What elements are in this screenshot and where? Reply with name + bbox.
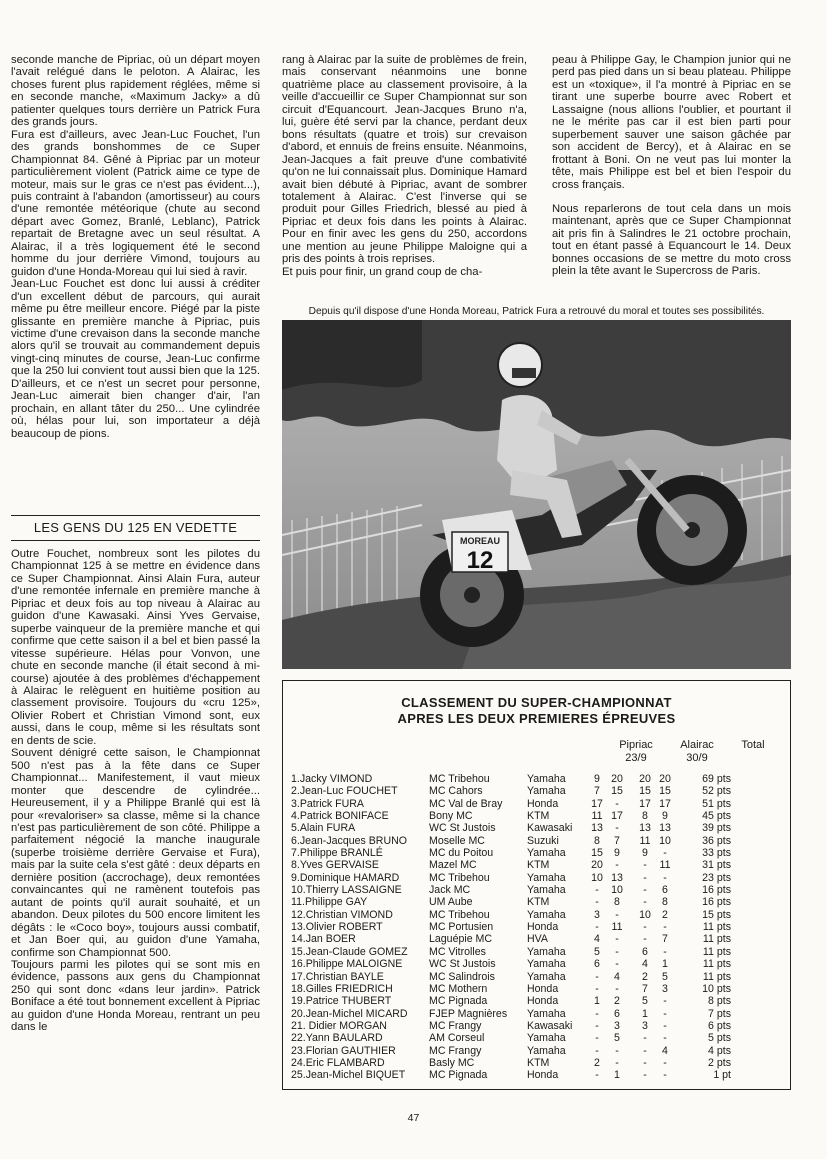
article-column-1-continued: [11, 548, 260, 1034]
motorcycle-brand: HVA: [527, 933, 548, 946]
table-row: [291, 773, 731, 785]
pipriac-race2: 8: [614, 896, 620, 909]
pipriac-race1: 5: [594, 945, 600, 958]
motorcycle-brand: KTM: [527, 810, 550, 823]
total-points: 16 pts: [702, 896, 731, 909]
alairac-race1: -: [643, 1032, 647, 1045]
motorcycle-brand: Honda: [527, 1069, 559, 1082]
motorcycle-brand: Suzuki: [527, 834, 559, 847]
alairac-race1: -: [643, 896, 647, 909]
total-points: 15 pts: [702, 908, 731, 921]
club-name: MC Pignada: [429, 1069, 488, 1082]
spacer: [627, 995, 635, 1007]
club-name: Moselle MC: [429, 834, 485, 847]
alairac-race1: 5: [642, 995, 648, 1008]
club-name: Laguépie MC: [429, 933, 493, 946]
paragraph: Jean-Luc Fouchet est donc lui aussi à créditer d'un excellent début de parcours, qui aurait même pu être meilleur encore. Piégé par la piste glissante en première manche à Pipriac, puis victime d'une crevaison dans la seconde manche alors qu'il se trouvait au commandement depuis vingt-cinq minutes de course, Jean-Luc confirme que la 250 lui convient tout aussi bien que la 125. D'ailleurs, et ce n'est un secret pour personne, Jean-Luc aimerait bien changer d'air, l'an prochain, en allant tâter du 250... Une cylindrée où, hélas pour lui, son importateur a déjà beaucoup de pions.: [11, 278, 260, 440]
motorcycle-brand: Yamaha: [527, 1007, 566, 1020]
alairac-race2: -: [663, 871, 667, 884]
pipriac-race1: 11: [591, 810, 603, 823]
pipriac-race2: 5: [614, 1032, 620, 1045]
pipriac-race1: -: [595, 970, 599, 983]
spacer: [627, 1032, 635, 1044]
rider-name: 24.Eric FLAMBARD: [291, 1056, 385, 1069]
alairac-race1: -: [643, 884, 647, 897]
paragraph: Et puis pour finir, un grand coup de cha-: [282, 265, 483, 278]
club-name: MC Val de Bray: [429, 797, 503, 810]
rider-name: 16.Philippe MALOIGNE: [291, 958, 403, 971]
club-name: MC Salindrois: [429, 970, 495, 983]
total-points: 11 pts: [702, 970, 731, 983]
pipriac-race2: -: [615, 1044, 619, 1057]
alairac-race1: 15: [639, 785, 651, 798]
pipriac-race2: 17: [611, 810, 623, 823]
pipriac-race1: -: [595, 1007, 599, 1020]
rider-name: 8.Yves GERVAISE: [291, 859, 379, 872]
paragraph: Toujours parmi les pilotes qui se sont mis en évidence, passons aux gens du Championnat 250 qui sont donc «dans leur jardin». Patrick Boniface a été tout bonnement excellent à Pipriac au guidon d'une Honda Moreau, rentrant un peu dans le: [11, 958, 260, 1034]
paragraph: rang à Alairac par la suite de problèmes de frein, mais conservant néanmoins une bonne quatrième place au classement provisoire, à la veille d'accueillir ce Super Championnat sur son circuit d'Equancourt. Jean-Jacques Bruno n'a, lui, guère été servi par la chance, perdant deux bons résultats (quatre et trois) sur crevaison d'abord, et ennuis de freins ensuite. Néanmoins, Jean-Jacques a fait preuve d'une combativité qu'on ne lui connaissait plus. Dominique Hamard avait bien débuté à Pipriac, avant de sombrer totalement à Alairac. C'est l'inverse qui se produit pour Gilles Friedrich, blessé au pied à Pipriac et deux fois dans les points à Alairac. Pour en finir avec les gens du 250, accordons une mention au jeune Philippe Maloigne qui a pris des points à trois reprises.: [282, 54, 527, 266]
pipriac-race1: 2: [594, 1056, 600, 1069]
motorcycle-brand: Yamaha: [527, 958, 566, 971]
pipriac-race1: -: [595, 1069, 599, 1082]
alairac-race2: -: [663, 1056, 667, 1069]
spacer: [627, 1008, 635, 1020]
total-points: 2 pts: [708, 1056, 731, 1069]
pipriac-race1: -: [595, 982, 599, 995]
race1-date: 23/9: [625, 752, 647, 764]
rider-name: 12.Christian VIMOND: [291, 908, 393, 921]
motorcycle-brand: Yamaha: [527, 908, 566, 921]
pipriac-race1: 7: [594, 785, 600, 798]
club-name: MC Tribehou: [429, 871, 490, 884]
club-name: MC Cahors: [429, 785, 483, 798]
alairac-race2: -: [663, 945, 667, 958]
pipriac-race1: 3: [594, 908, 600, 921]
alairac-race1: 20: [639, 773, 651, 785]
pipriac-race1: 6: [594, 958, 600, 971]
total-points: 11 pts: [702, 945, 731, 958]
spacer: [627, 1020, 635, 1032]
table-row: [291, 810, 731, 822]
race2-date: 30/9: [686, 752, 708, 764]
pipriac-race1: 8: [594, 834, 600, 847]
total-points: 10 pts: [702, 982, 731, 995]
motocross-photo: [282, 320, 791, 669]
club-name: MC Frangy: [429, 1044, 482, 1057]
motorcycle-brand: KTM: [527, 859, 550, 872]
club-name: Basly MC: [429, 1056, 475, 1069]
total-points: 6 pts: [708, 1019, 731, 1032]
club-name: WC St Justois: [429, 958, 496, 971]
race1-name: Pipriac: [619, 739, 653, 751]
pipriac-race2: -: [615, 822, 619, 835]
spacer: [627, 946, 635, 958]
club-name: Bony MC: [429, 810, 473, 823]
total-points: 52 pts: [702, 785, 731, 798]
table-row: [291, 847, 731, 859]
standings-title: CLASSEMENT DU SUPER-CHAMPIONNAT: [401, 695, 672, 710]
table-row: [291, 1057, 731, 1069]
spacer: [627, 1045, 635, 1057]
pipriac-race1: 17: [591, 797, 603, 810]
standings-subtitle: APRES LES DEUX PREMIERES ÉPREUVES: [397, 711, 676, 726]
alairac-race1: 13: [639, 822, 651, 835]
alairac-race1: 11: [639, 834, 651, 847]
motorcycle-brand: Honda: [527, 995, 559, 1008]
paragraph: Fura est d'ailleurs, avec Jean-Luc Fouchet, l'un des grands bonshommes de ce Super Championnat 84. Gêné à Pipriac par un moteur particulièrement violent (Patrick aime ce type de moteur, mais sur le gras ce n'est pas évident...), puis contraint à l'abandon (amortisseur) au cours d'une remontée météorique (chute au second départ avec Gomez, Branlé, Leblanc), Patrick repartait de Bretagne avec un seul résultat. A Alairac, il a très logiquement été le second homme du jour derrière Vimond, toujours au guidon d'une Honda-Moreau qui lui sied à ravir.: [11, 128, 260, 278]
rider-name: 5.Alain FURA: [291, 822, 356, 835]
alairac-race2: 15: [659, 785, 671, 798]
spacer: [627, 909, 635, 921]
pipriac-race2: -: [615, 797, 619, 810]
paragraph: Souvent dénigré cette saison, le Championnat 500 n'est pas à la fête dans ce Super Championnat... Manifestement, il vaut mieux monter que descendre de cylindrée... Heureusement, il y a Philippe Branlé qui est là pour «revaloriser» sa classe, même si la chance n'est pas particulièrement de son côté. Philippe a parfaitement négocié la manche inaugurale (superbe troisième derrière Gervaise et Fura), mais par la suite cela s'est gâté : deux départs en dernière position (accrochage), deux remontées convaincantes qui ne ramènent toutefois pas autant de points qu'il aurait souhaité, et un abandon. Deux pilotes du 500 encore limitent les dégâts : le «Coco boy», toujours aussi combatif, et Jan Boer qui, au guidon d'une Yamaha, confirme son Championnat 500.: [11, 747, 260, 959]
pipriac-race1: -: [595, 884, 599, 897]
motorcycle-brand: Yamaha: [527, 847, 566, 860]
standings-table: [291, 773, 731, 1082]
alairac-race1: 9: [642, 847, 648, 860]
total-points: 11 pts: [702, 958, 731, 971]
alairac-race1: -: [643, 1069, 647, 1082]
total-points: 4 pts: [708, 1044, 731, 1057]
club-name: Jack MC: [429, 884, 471, 897]
alairac-race1: 1: [642, 1007, 648, 1020]
spacer: [627, 933, 635, 945]
number-plate: 12: [466, 547, 494, 574]
rider-name: 15.Jean-Claude GOMEZ: [291, 945, 408, 958]
spacer: [627, 884, 635, 896]
pipriac-race2: -: [615, 933, 619, 946]
table-row: [291, 971, 731, 983]
pipriac-race2: -: [615, 982, 619, 995]
motorcycle-brand: KTM: [527, 1056, 550, 1069]
alairac-race1: 17: [639, 797, 651, 810]
alairac-race2: 1: [662, 958, 668, 971]
table-row: [291, 958, 731, 970]
rider-name: 21. Didier MORGAN: [291, 1019, 387, 1032]
spacer: [627, 847, 635, 859]
table-row: [291, 884, 731, 896]
alairac-race1: 10: [639, 908, 651, 921]
spacer: [627, 896, 635, 908]
table-row: [291, 872, 731, 884]
alairac-race1: 8: [642, 810, 648, 823]
alairac-race1: -: [643, 859, 647, 872]
rider-name: 23.Florian GAUTHIER: [291, 1044, 396, 1057]
table-row: [291, 1008, 731, 1020]
alairac-race1: 2: [642, 970, 648, 983]
motorcycle-brand: Honda: [527, 797, 559, 810]
total-points: 16 pts: [702, 884, 731, 897]
pipriac-race2: 9: [614, 847, 620, 860]
motorcycle-brand: Honda: [527, 982, 559, 995]
article-column-3: [552, 54, 791, 278]
total-points: 33 pts: [702, 847, 731, 860]
total-points: 36 pts: [702, 834, 731, 847]
alairac-race2: 2: [662, 908, 668, 921]
page-number: 47: [407, 1112, 420, 1124]
table-row: [291, 835, 731, 847]
rider-name: 25.Jean-Michel BIQUET: [291, 1069, 406, 1082]
table-row: [291, 909, 731, 921]
total-points: 5 pts: [708, 1032, 731, 1045]
table-row: [291, 933, 731, 945]
total-points: 51 pts: [702, 797, 731, 810]
rider-name: 3.Patrick FURA: [291, 797, 364, 810]
motorcycle-brand: Yamaha: [527, 773, 566, 785]
spacer: [627, 1069, 635, 1081]
alairac-race2: -: [663, 1019, 667, 1032]
alairac-race2: 13: [659, 822, 671, 835]
alairac-race2: 4: [662, 1044, 668, 1057]
total-points: 31 pts: [702, 859, 731, 872]
pipriac-race2: -: [615, 958, 619, 971]
club-name: MC Mothern: [429, 982, 488, 995]
rider-name: 1.Jacky VIMOND: [291, 773, 373, 785]
motorcycle-brand: Yamaha: [527, 945, 566, 958]
motorcycle-brand: Yamaha: [527, 785, 566, 798]
spacer: [627, 785, 635, 797]
alairac-race2: 5: [662, 970, 668, 983]
table-row: [291, 983, 731, 995]
spacer: [627, 958, 635, 970]
alairac-race2: -: [663, 995, 667, 1008]
table-row: [291, 859, 731, 871]
table-row: [291, 896, 731, 908]
pipriac-race2: 10: [611, 884, 623, 897]
total-points: 8 pts: [708, 995, 731, 1008]
club-name: UM Aube: [429, 896, 473, 909]
spacer: [627, 872, 635, 884]
table-row: [291, 995, 731, 1007]
paragraph: Outre Fouchet, nombreux sont les pilotes du Championnat 125 à se mettre en évidence dans ce Super Championnat. Ainsi Alain Fura, auteur d'une remontée infernale en première manche à Pipriac et deux fois au top niveau à Alairac au guidon d'une Kawasaki. Ainsi Yves Gervaise, superbe vainqueur de la première manche et qui confirme que cette saison il a bel et bien passé la vitesse supérieure. Hélas pour Vonvon, une chute en seconde manche (il était second à mi-course) ajoutée à des problèmes d'échappement à Alairac le relèguent en huitième position au classement provisoire. Toujours du «cru 125», Olivier Robert et Christian Vimond sont, eux aussi, dans le coup, même si les résultats sont en dents de scie.: [11, 548, 260, 747]
rider-name: 14.Jan BOER: [291, 933, 356, 946]
table-row: [291, 785, 731, 797]
pipriac-race1: 4: [594, 933, 600, 946]
motorcycle-brand: Yamaha: [527, 1032, 566, 1045]
pipriac-race2: -: [615, 1056, 619, 1069]
spacer: [627, 971, 635, 983]
motorcycle-brand: KTM: [527, 896, 550, 909]
table-row: [291, 822, 731, 834]
pipriac-race2: 4: [614, 970, 620, 983]
spacer: [627, 798, 635, 810]
spacer: [627, 921, 635, 933]
motorcycle-brand: Yamaha: [527, 1044, 566, 1057]
motorcycle-brand: Yamaha: [527, 970, 566, 983]
race2-name: Alairac: [680, 739, 714, 751]
spacer: [627, 983, 635, 995]
rider-name: 22.Yann BAULARD: [291, 1032, 383, 1045]
pipriac-race1: 10: [591, 871, 603, 884]
club-name: MC Vitrolles: [429, 945, 486, 958]
total-points: 7 pts: [708, 1007, 731, 1020]
rider-name: 10.Thierry LASSAIGNE: [291, 884, 402, 897]
table-row: [291, 946, 731, 958]
photo-caption: Depuis qu'il dispose d'une Honda Moreau, Patrick Fura a retrouvé du moral et toutes ses possibilités.: [308, 306, 765, 317]
rider-name: 7.Philippe BRANLÉ: [291, 847, 383, 860]
pipriac-race2: 20: [611, 773, 623, 785]
paragraph: Nous reparlerons de tout cela dans un mois maintenant, après que ce Super Championnat ait pris fin à Salindres le 21 octobre prochain, tout en étant passé à Equancourt le 14. Deux bonnes occasions de se mettre du moto cross plein la tête avant le Supercross de Paris.: [552, 202, 791, 278]
alairac-race2: 17: [659, 797, 671, 810]
paragraph: peau à Philippe Gay, le Champion junior qui ne perd pas pied dans un si beau plateau. Philippe est un «toxique», il l'a montré à Pipriac en se tirant une superbe bourre avec Robert et Lassaigne (nous allions l'oublier, et pourtant il ne le mérite pas car il est bien parti pour superbement sauver une saison gâchée par son accident de Bercy), et à Alairac en se frottant à Boni. On ne veut pas lui monter la tête, mais Philippe est bel et bien l'espoir du cross français.: [552, 54, 791, 191]
total-points: 23 pts: [702, 871, 731, 884]
pipriac-race1: -: [595, 896, 599, 909]
pipriac-race2: 7: [614, 834, 620, 847]
club-name: MC Tribehou: [429, 908, 490, 921]
pipriac-race2: 1: [614, 1069, 620, 1082]
pipriac-race2: -: [615, 908, 619, 921]
section-heading: LES GENS DU 125 EN VEDETTE: [11, 515, 260, 541]
alairac-race2: -: [663, 1032, 667, 1045]
pipriac-race1: 9: [594, 773, 600, 785]
pipriac-race2: -: [615, 945, 619, 958]
alairac-race1: 3: [642, 1019, 648, 1032]
club-name: MC Tribehou: [429, 773, 490, 785]
motorcycle-brand: Yamaha: [527, 871, 566, 884]
table-row: [291, 1069, 731, 1081]
motorcycle-brand: Kawasaki: [527, 822, 573, 835]
alairac-race1: 4: [642, 958, 648, 971]
spacer: [627, 822, 635, 834]
total-points: 11 pts: [702, 933, 731, 946]
pipriac-race2: 15: [611, 785, 623, 798]
pipriac-race1: 1: [594, 995, 600, 1008]
club-name: Mazel MC: [429, 859, 477, 872]
spacer: [627, 835, 635, 847]
pipriac-race2: -: [615, 859, 619, 872]
motorcycle-brand: Kawasaki: [527, 1019, 573, 1032]
club-name: WC St Justois: [429, 822, 496, 835]
rider-name: 11.Philippe GAY: [291, 896, 368, 909]
total-points: 69 pts: [702, 773, 731, 785]
motorcycle-brand: Honda: [527, 921, 559, 934]
spacer: [627, 859, 635, 871]
pipriac-race2: 6: [614, 1007, 620, 1020]
club-name: MC Pignada: [429, 995, 488, 1008]
table-row: [291, 1045, 731, 1057]
alairac-race2: 7: [662, 933, 668, 946]
total-header: Total: [741, 739, 765, 751]
spacer: [627, 1057, 635, 1069]
table-row: [291, 1032, 731, 1044]
rider-name: 18.Gilles FRIEDRICH: [291, 982, 393, 995]
pipriac-race2: 3: [614, 1019, 620, 1032]
alairac-race1: -: [643, 921, 647, 934]
total-points: 1 pt: [713, 1069, 731, 1082]
table-row: [291, 798, 731, 810]
club-name: AM Corseul: [429, 1032, 485, 1045]
rider-name: 13.Olivier ROBERT: [291, 921, 383, 934]
total-points: 11 pts: [702, 921, 731, 934]
pipriac-race1: -: [595, 921, 599, 934]
pipriac-race2: 13: [611, 871, 623, 884]
article-column-2: [282, 54, 527, 278]
club-name: MC Portusien: [429, 921, 494, 934]
alairac-race2: -: [663, 921, 667, 934]
pipriac-race2: 2: [614, 995, 620, 1008]
plate-text: MOREAU: [460, 536, 500, 546]
pipriac-race1: 15: [591, 847, 603, 860]
club-name: FJEP Magnières: [429, 1007, 508, 1020]
rider-name: 9.Dominique HAMARD: [291, 871, 400, 884]
article-column-1: [11, 54, 260, 440]
rider-name: 19.Patrice THUBERT: [291, 995, 392, 1008]
alairac-race2: 10: [659, 834, 671, 847]
alairac-race2: 9: [662, 810, 668, 823]
pipriac-race1: 20: [591, 859, 603, 872]
total-points: 39 pts: [702, 822, 731, 835]
alairac-race2: 20: [659, 773, 671, 785]
spacer: [627, 810, 635, 822]
paragraph: seconde manche de Pipriac, où un départ moyen l'avait relégué dans le peloton. A Alairac, les choses furent plus rapidement réglées, même si en seconde manche, «Maximum Jacky» a dû patienter quelques tours derrière un Patrick Fura des grands jours.: [11, 54, 260, 129]
alairac-race2: -: [663, 847, 667, 860]
alairac-race1: 6: [642, 945, 648, 958]
alairac-race2: 8: [662, 896, 668, 909]
pipriac-race1: -: [595, 1044, 599, 1057]
club-name: MC du Poitou: [429, 847, 494, 860]
total-points: 45 pts: [702, 810, 731, 823]
motorcycle-brand: Yamaha: [527, 884, 566, 897]
alairac-race1: -: [643, 1044, 647, 1057]
alairac-race2: 11: [659, 859, 671, 872]
pipriac-race1: -: [595, 1032, 599, 1045]
alairac-race2: -: [663, 1069, 667, 1082]
standings-box: [282, 680, 791, 1090]
alairac-race2: 6: [662, 884, 668, 897]
club-name: MC Frangy: [429, 1019, 482, 1032]
motocross-rider-illustration: [282, 320, 791, 669]
alairac-race1: -: [643, 1056, 647, 1069]
table-row: [291, 1020, 731, 1032]
rider-name: 20.Jean-Michel MICARD: [291, 1007, 408, 1020]
alairac-race1: -: [643, 871, 647, 884]
table-row: [291, 921, 731, 933]
rider-name: 4.Patrick BONIFACE: [291, 810, 389, 823]
alairac-race2: -: [663, 1007, 667, 1020]
alairac-race1: -: [643, 933, 647, 946]
alairac-race1: 7: [642, 982, 648, 995]
rider-name: 2.Jean-Luc FOUCHET: [291, 785, 398, 798]
rider-name: 17.Christian BAYLE: [291, 970, 384, 983]
pipriac-race1: -: [595, 1019, 599, 1032]
pipriac-race1: 13: [591, 822, 603, 835]
spacer: [627, 773, 635, 785]
alairac-race2: 3: [662, 982, 668, 995]
rider-name: 6.Jean-Jacques BRUNO: [291, 834, 407, 847]
pipriac-race2: 11: [611, 921, 623, 934]
